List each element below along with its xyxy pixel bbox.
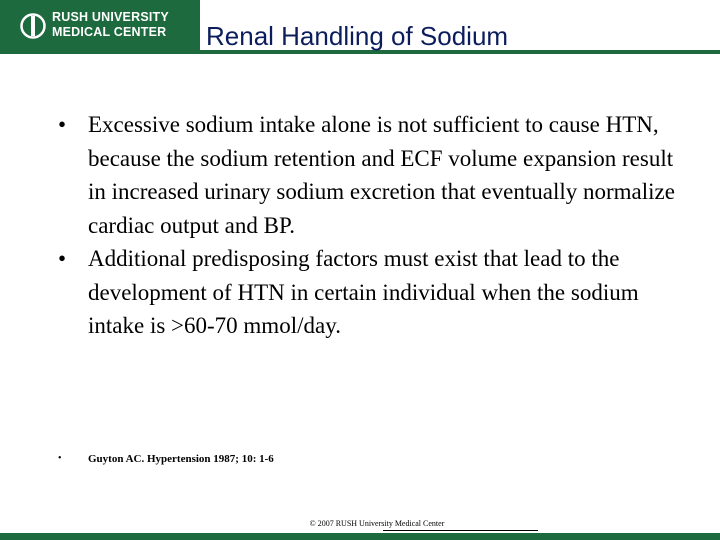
logo [0, 0, 196, 54]
logo-line-2: MEDICAL CENTER [52, 25, 167, 39]
bullet-item [58, 242, 678, 343]
logo-line-1: RUSH UNIVERSITY [52, 10, 169, 24]
slide-title: Renal Handling of Sodium [206, 21, 509, 51]
footer-copyright: © 2007 RUSH University Medical Center [309, 519, 445, 528]
bullet-item [58, 108, 678, 242]
bullet-dot-icon: • [58, 112, 67, 137]
bottom-band [0, 533, 720, 540]
citation [58, 452, 678, 466]
bullet-dot-icon: • [58, 246, 67, 271]
bullet-text: Excessive sodium intake alone is not sufficient to cause HTN, because the sodium retention and ECF volume expansion result in increased urinary sodium excretion that eventually normalize cardiac output and BP. [88, 112, 675, 238]
logo-text [52, 10, 196, 40]
bullet-list [58, 108, 678, 343]
footer-divider [383, 530, 538, 531]
citation-text: Guyton AC. Hypertension 1987; 10: 1-6 [88, 453, 274, 465]
rush-emblem-icon [20, 13, 46, 39]
bullet-text: Additional predisposing factors must exist that lead to the development of HTN in certain individual when the sodium intake is >60-70 mmol/day. [88, 246, 639, 338]
bullet-dot-icon: • [58, 453, 62, 464]
